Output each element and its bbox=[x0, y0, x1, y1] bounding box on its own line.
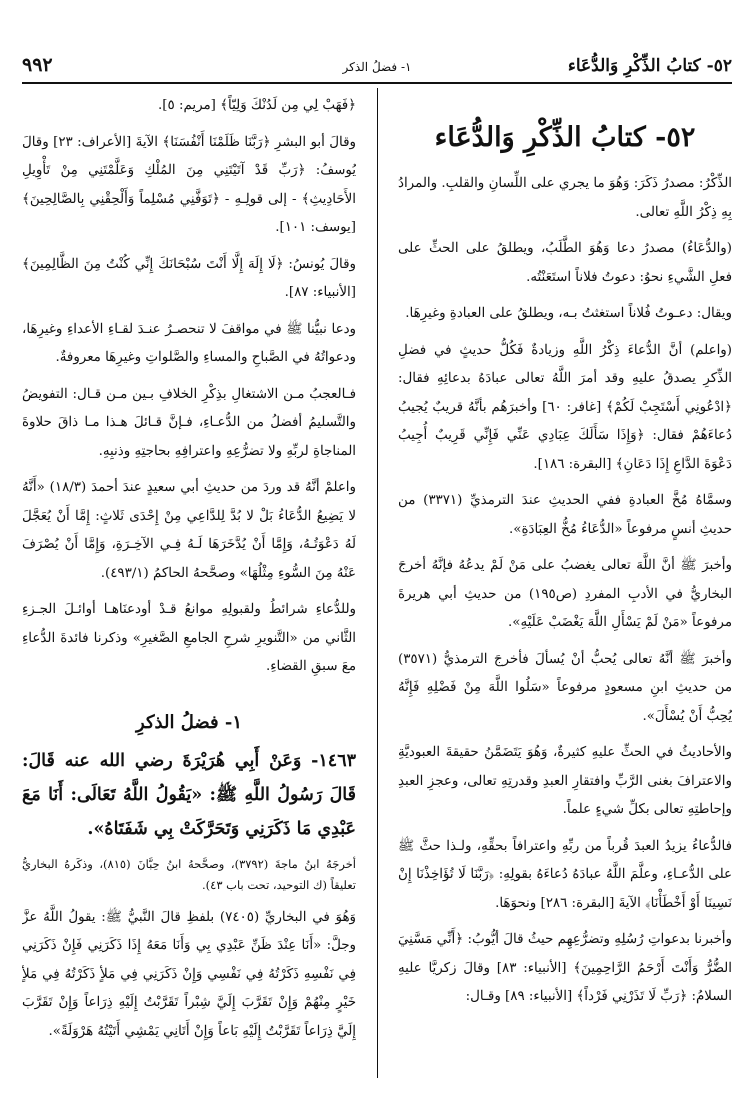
paragraph: الذِّكْرُ: مصدرُ ذَكَرَ: وَهُوَ ما يجري على اللِّسانِ والقلبِ. والمرادُ بِهِ ذِكْرُ اللَّهِ تعالى. bbox=[398, 176, 732, 220]
hadith-citation: أخرجَهُ ابنُ ماجةَ (٣٧٩٢)، وصحَّحهُ ابنُ حِبَّانَ (٨١٥)، وذكَرهُ البخاريُّ تعليقاً (ك التوحيد، تحت باب ٤٣). bbox=[22, 856, 356, 892]
paragraph: (والدُّعَاءُ) مصدرُ دعا وَهُوَ الطَّلَبُ، ويطلقُ على الحثِّ على فعلِ الشَّيءِ نحوُ: دعوتُ فلاناً استَعَنْتُه. bbox=[398, 241, 732, 285]
header-chapter-title: ٥٢- كتابُ الذِّكْرِ وَالدُّعَاء bbox=[567, 56, 732, 76]
column-divider bbox=[377, 88, 378, 1078]
paragraph: والأحاديثُ في الحثِّ عليهِ كثيرةٌ، وَهُوَ يَتَضَمَّنُ حقيقةَ العبوديَّةِ والاعترافَ بغنى الرَّبِّ وافتقارِ العبدِ وقدرتِهِ تعالى، وعجزِ العبدِ وإحاطتِهِ تعالى بكلِّ شيءٍ علماً. bbox=[398, 745, 732, 817]
paragraph: فـالعجبُ مـن الاشتغالِ بذِكْرِ الخلافِ بـين مـن قـال: التفويضُ والتَّسليمُ أفضلُ من الدُّعـاءِ، فـإنَّ قـائلَ هـذا مـا ذاقَ حلاوةَ المناجاةِ لربِّهِ ولا تضرُّعِهِ واعترافِهِ بحاجتِهِ وذنبِهِ. bbox=[22, 386, 356, 459]
page-number: ٩٩٢ bbox=[22, 54, 53, 76]
header-divider bbox=[22, 82, 732, 84]
paragraph: وقالَ يُونسُ: ﴿لَا إِلَهَ إِلَّا أَنْتَ سُبْحَانَكَ إِنِّي كُنْتُ مِنَ الظَّالِمِينَ﴾ [الأنبياء: ٨٧]. bbox=[22, 256, 356, 300]
paragraph: (واعلم) أنَّ الدُّعاءَ ذِكْرُ اللَّهِ وزيادةٌ فَكُلُّ حديثٍ في فضلِ الذِّكرِ يصدقُ عليهِ وقد أمرَ اللَّهُ تعالى عبادَهُ بدعائِهِ فقال: ﴿ادْعُونِي أَسْتَجِبْ لَكُمْ﴾ [غافر: ٦٠] وأخبرَهُم بأنَّهُ قريبٌ يُجيبُ دُعاءَهُمْ فقال: ﴿وَإِذَا سَأَلَكَ عِبَادِي عَنِّي فَإِنِّي قَرِيبٌ أُجِيبُ دَعْوَةَ الدَّاعِ إِذَا دَعَانِ﴾ [البقرة: ١٨٦]. bbox=[398, 342, 732, 472]
paragraph: ويقال: دعـوتُ فُلاناً استغثتُ بـه، ويطلقُ على العبادةِ وغيرِهَا. bbox=[405, 306, 732, 321]
paragraph: ﴿فَهَبْ لِي مِن لَدُنْكَ وَلِيّاً﴾ [مريم: ٥]. bbox=[158, 98, 356, 113]
paragraph: وسمَّاهُ مُخَّ العبادةِ ففي الحديثِ عندَ الترمذيِّ (٣٣٧١) من حديثِ أنسٍ مرفوعاً «الدُّعَاءُ مُخُّ العِبَادَةِ». bbox=[398, 493, 732, 537]
paragraph: فالدُّعاءُ يزيدُ العبدَ قُرباً من ربِّهِ واعترافاً بحقِّهِ، ولـذا حثَّ ﷺ على الدُّعـاءِ، وعلَّمَ اللَّهُ عبادَهُ دُعاءَهُ بقولِهِ: ﴿رَبَّنَا لَا تُؤَاخِذْنَا إِنْ نَسِينَا أَوْ أَخْطَأْنَا﴾ الآيةَ [البقرة: ٢٨٦] ونحوَهَا. bbox=[398, 838, 732, 911]
running-header bbox=[22, 52, 732, 82]
paragraph: ودعا نبيُّنا ﷺ في مواقفَ لا تنحصـرُ عنـدَ لقـاءِ الأعداءِ وغيرِهَا، ودعواتُهُ في الصَّباحِ والمساءِ والصَّلواتِ وغيرِهَا معروفةٌ. bbox=[22, 321, 356, 365]
commentary-paragraph: وَهُوَ في البخاريِّ (٧٤٠٥) بلفظِ قالَ النَّبيُّ ﷺ: يقولُ اللَّهُ عزَّ وجلَّ: «أَنَا عِنْدَ ظَنِّ عَبْدِي بِي وَأَنَا مَعَهُ إِذَا ذَكَرَنِي فَإِنْ ذَكَرَنِي فِي نَفْسِهِ ذَكَرْتُهُ فِي نَفْسِي وَإِنْ ذَكَرَنِي فِي مَلأٍ ذَكَرْتُهُ فِي مَلأٍ خَيْرٍ مِنْهُمْ وَإِنْ تَقَرَّبَ إِلَيَّ شِبْراً تَقَرَّبْتُ إِلَيْهِ ذِرَاعاً وَإِنْ تَقَرَّبَ إِلَيَّ ذِرَاعاً تَقَرَّبْتُ إِلَيْهِ بَاعاً وَإِنْ أَتَانِي يَمْشِي أَتَيْتُهُ هَرْوَلَةً». bbox=[22, 909, 356, 1039]
header-section-title: ١- فضلُ الذكر bbox=[342, 60, 412, 74]
paragraph: وللدُّعاءِ شرائطُ ولقبولِهِ موانعُ قـدْ أودعنَاهـا أوائـلَ الجـزءِ الثَّاني من «التَّنويرِ شرحِ الجامعِ الصَّغيرِ» وذكرنا فائدةَ الدُّعاءِ معَ سبقِ القضاءِ. bbox=[22, 602, 356, 674]
paragraph: وأخبرَ ﷺ أنَّ اللَّهَ تعالى يغضبُ على مَنْ لَمْ يدعُهُ فإنَّهُ أخرجَ البخاريُّ في الأدبِ المفردِ (ص١٩٥) من حديثِ أبي هريرةَ مرفوعاً «مَنْ لَمْ يَسْأَلِ اللَّهَ يَغْضَبْ عَلَيْهِ». bbox=[398, 558, 732, 630]
left-column bbox=[22, 92, 356, 1082]
hadith-text: ١٤٦٣- وَعَنْ أَبِي هُرَيْرَةَ رضي الله عنه قَالَ: قَالَ رَسُولُ اللَّهِ ﷺ: «يَقُولُ اللَّهُ تَعَالَى: أَنَا مَعَ عَبْدِي مَا ذَكَرَنِي وَتَحَرَّكَتْ بِي شَفَتَاهُ». bbox=[22, 750, 356, 839]
chapter-title: ٥٢- كتابُ الذِّكْرِ وَالدُّعَاء bbox=[434, 122, 696, 153]
paragraph: واعلمْ أنَّهُ قد وردَ من حديثِ أبي سعيدٍ عندَ أحمدَ (١٨/٣) «أَنَّهُ لا يَضِيعُ الدُّعَاءُ بَلْ لا بُدَّ لِلدَّاعِي مِنْ إِحْدَى ثَلاثٍ: إِمَّا أَنْ يُعَجَّلَ لَهُ دَعْوَتُـهُ، وَإِمَّا أَنْ يُدَّخَرَهَا لَـهُ فِـي الآخِـرَةِ، وَإِمَّا أَنْ يُصْرَفَ عَنْهُ مِنَ السُّوءِ مِثْلُهَا» وصحَّحهُ الحاكمُ (٤٩٣/١). bbox=[22, 480, 356, 581]
paragraph: وأخبرَ ﷺ أنَّهُ تعالى يُحبُّ أنْ يُسألَ فأخرجَ الترمذيُّ (٣٥٧١) من حديثِ ابنِ مسعودٍ مرفوعاً «سَلُوا اللَّهَ مِنْ فَضْلِهِ فَإِنَّهُ يُحِبُّ أَنْ يُسْأَلَ». bbox=[398, 651, 732, 724]
paragraph: وأخبرنا بدعواتِ رُسُلِهِ وتضرُّعِهِم حيثُ قالَ أيُّوبُ: ﴿أَنِّي مَسَّنِيَ الضُّرُّ وَأَنْتَ أَرْحَمُ الرَّاحِمِينَ﴾ [الأنبياء: ٨٣] وقالَ زكريَّا عليهِ السلامُ: ﴿رَبِّ لَا تَذَرْنِي فَرْداً﴾ [الأنبياء: ٨٩] وقـال: bbox=[398, 932, 732, 1004]
section-heading: ١- فضلُ الذكرِ bbox=[136, 711, 242, 733]
paragraph: وقالَ أبو البشرِ ﴿رَبَّنَا ظَلَمْنَا أَنْفُسَنَا﴾ الآيةَ [الأعراف: ٢٣] وقالَ يُوسفُ: ﴿رَبِّ قَدْ آتَيْتَنِي مِنَ المُلْكِ وَعَلَّمْتَنِي مِنْ تَأْوِيلِ الأَحَادِيثِ﴾ - إلى قولِـهِ - ﴿تَوَفَّنِي مُسْلِماً وَأَلْحِقْنِي بِالصَّالِحِينَ﴾ [يوسف: ١٠١]. bbox=[22, 134, 356, 235]
right-column bbox=[398, 92, 732, 1082]
